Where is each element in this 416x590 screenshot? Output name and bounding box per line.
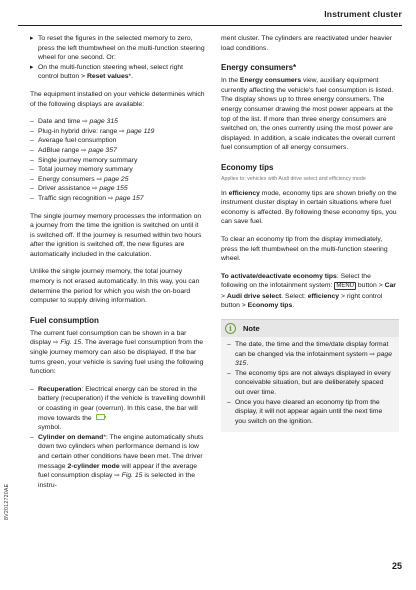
paragraph: ment cluster. The cylinders are reactivated under heavier load conditions. [221, 35, 393, 52]
paragraph: In the Energy consumers view, auxiliary equipment currently affecting the vehicle's fuel consumption is listed. The display shows up to three energy consumers. The energy consumer drawing the most power appears at the top of the list. If more than three energy consumers are switched on, the ones currently using the most power are displayed. In addition, a scale indicates the overall current fuel consumption of all energy consumers. [221, 77, 396, 152]
list-item-text: Total journey memory summary [38, 166, 133, 174]
paragraph: The current fuel consumption can be shown in a bar display ⇨ Fig. 15. The average fuel consumption from the single journey memory can also be displayed. If the bar turns green, your vehicle is saving fuel using the following function: [30, 329, 204, 376]
term: Cylinder on demand [38, 433, 104, 441]
paragraph: In efficiency mode, economy tips are shown briefly on the instrument cluster display in certain situations where fuel economy is affected. By following these economy tips, you can save fuel. [221, 189, 397, 226]
applies-to-note: Applies to: vehicles with Audi drive select and efficiency mode [221, 175, 366, 182]
list-item: – Average fuel consumption [30, 137, 117, 145]
list-item: – Cylinder on demand*: The engine automatically shuts down two cylinders when performance demand is low and certain other conditions have been met. The driver message 2-cylinder mode will appear if the average fuel consumption display ⇨ Fig. 15 is selected in the instru- [30, 433, 204, 489]
section-heading: Economy tips [221, 162, 274, 172]
section-heading: Fuel consumption [30, 315, 99, 325]
list-item-text: AdBlue range [38, 146, 82, 154]
section-heading: Energy consumers* [221, 63, 297, 73]
document-code: 8V2012720AE [4, 483, 10, 520]
paragraph: Unlike the single journey memory, the total journey memory is not erased automatically. In this way, you can determine the period for which you wish the on-board computer to supply driving information. [30, 268, 200, 305]
list-item-text: Traffic sign recognition [38, 194, 108, 202]
paragraph: The single journey memory processes the information on a journey from the time the ignition is switched on until it is switched off. If the journey is resumed within two hours after the ignition is switched off, the new figures are automatically included in the calculation. [30, 212, 202, 258]
list-item: – Plug-in hybrid drive: range ⇨ page 119 [30, 127, 155, 135]
note-item: – The economy tips are not always displayed in every conceivable situation, but are deliberately spaced out over time. [227, 369, 391, 397]
list-item-text: Date and time [38, 118, 83, 126]
figure-link[interactable]: ⇨ Fig. 15 [114, 472, 143, 480]
list-item: – Recuperation: Electrical energy can be stored in the battery (recuperation) if the vehicle is travelling downhill or coasting in gear (overrun). In this case, the bar will move towards the symbol. [30, 385, 205, 432]
list-item: – AdBlue range ⇨ page 357 [30, 146, 117, 154]
paragraph: To clear an economy tip from the display immediately, press the left thumbwheel on the multi-function steering wheel. [221, 235, 388, 263]
note-label: Note [243, 324, 260, 334]
page-link[interactable]: ⇨ page 155 [92, 185, 128, 193]
bullet-arrow-icon: ▸ [30, 63, 34, 71]
list-item: – Traffic sign recognition ⇨ page 157 [30, 194, 144, 202]
list-item: – Driver assistance ⇨ page 155 [30, 185, 128, 193]
step-text: On the multi-function steering wheel, select right control button > [38, 63, 184, 81]
step-suffix: *. [128, 73, 134, 81]
list-item-text: Driver assistance [38, 185, 93, 193]
section-title: Instrument cluster [324, 9, 402, 19]
figure-link[interactable]: ⇨ Fig. 15 [53, 339, 82, 347]
list-item-text: Plug-in hybrid drive: range [38, 127, 120, 135]
menu-key: MENU [336, 283, 355, 290]
list-item: – Total journey memory summary [30, 166, 133, 174]
list-item-text: Single journey memory summary [38, 156, 138, 164]
list-item: – Date and time ⇨ page 315 [30, 118, 118, 126]
page-link[interactable]: ⇨ page 119 [119, 127, 155, 135]
note-item: – Once you have cleared an economy tip from the display, it will not appear again until the next time you switch on the ignition. [227, 398, 383, 425]
page-number: 25 [391, 561, 402, 571]
note-box [221, 319, 399, 432]
list-item-text: Energy consumers [38, 175, 97, 183]
page-header [18, 9, 402, 26]
list-item-text: Average fuel consumption [38, 137, 117, 145]
instruction-step [30, 34, 205, 63]
paragraph: The equipment installed on your vehicle determines which of the following displays are available: [30, 90, 205, 108]
note-item: – The date, the time and the time/date display format can be changed via the infotainment system ⇨ page 315. [227, 341, 392, 368]
page-link[interactable]: ⇨ page 25 [96, 175, 129, 183]
left-column [30, 34, 205, 490]
paragraph: To activate/deactivate economy tips: Select the following on the infotainment system: MENU button > Car > Audi drive select. Select: efficiency > right control button > Economy tips. [221, 272, 396, 310]
note-body [221, 337, 399, 426]
page-link[interactable]: ⇨ page 357 [81, 146, 117, 154]
instruction-step [30, 63, 205, 82]
step-text: To reset the figures in the selected memory to zero, press the left thumbwheel on the multi-function steering wheel for one second. Or: [38, 35, 205, 62]
page-link[interactable]: ⇨ page 315 [235, 350, 392, 368]
info-icon: i [225, 323, 236, 334]
list-item: – Energy consumers ⇨ page 25 [30, 175, 129, 183]
page-link[interactable]: ⇨ page 315 [82, 118, 118, 126]
right-column [221, 34, 399, 432]
display-list [30, 117, 205, 203]
battery-icon [96, 414, 105, 420]
term: Recuperation [38, 385, 82, 393]
note-header [221, 319, 399, 337]
list-item: – Single journey memory summary [30, 156, 138, 164]
bullet-arrow-icon: ▸ [30, 35, 34, 42]
page-link[interactable]: ⇨ page 157 [107, 194, 144, 202]
step-bold: Reset values [86, 73, 129, 81]
